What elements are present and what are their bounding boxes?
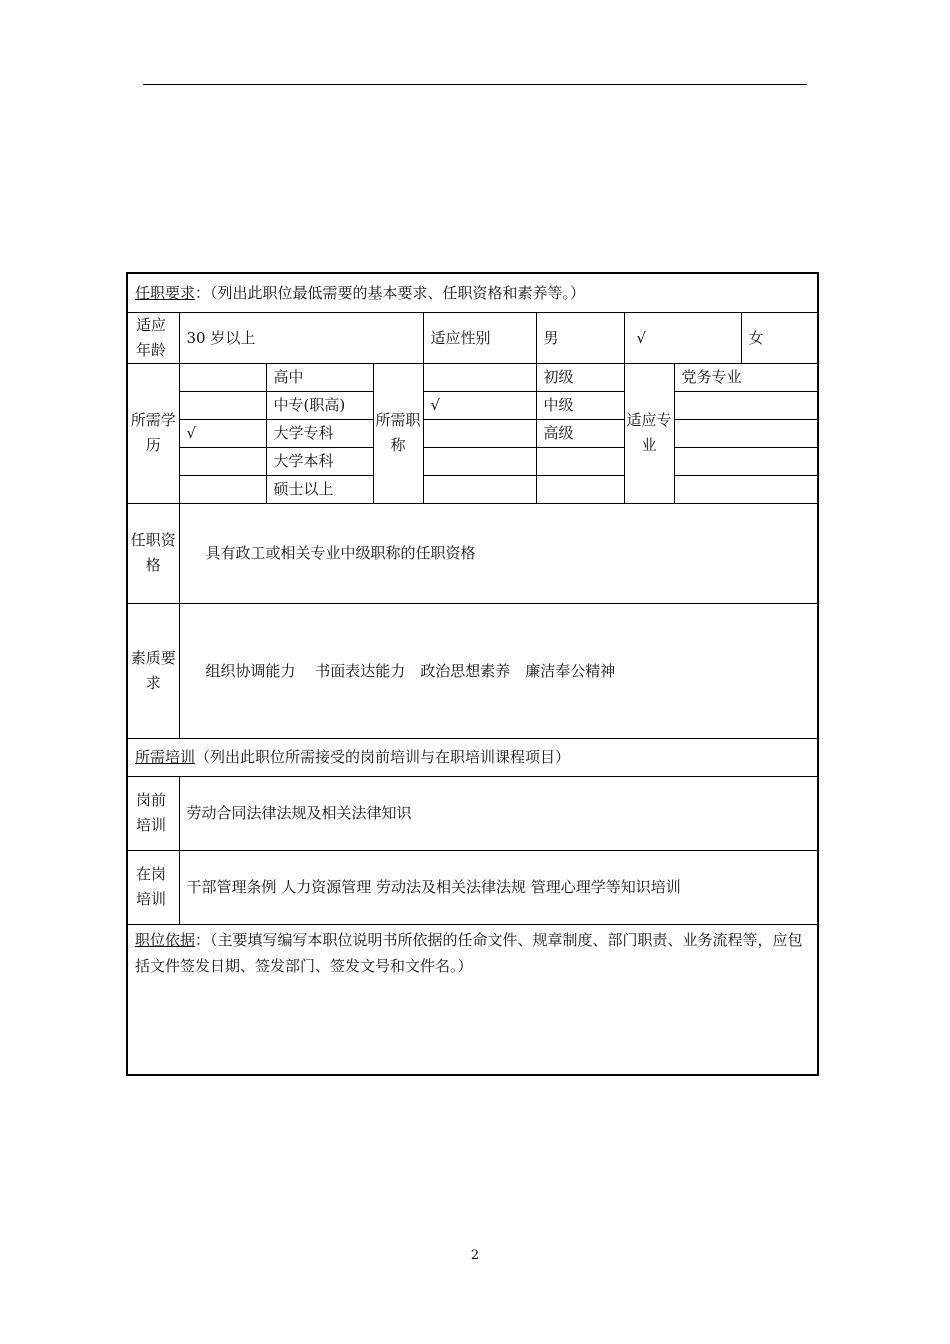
title-check (423, 419, 536, 447)
header-rule (143, 84, 807, 85)
education-label: 所需学历 (127, 363, 179, 503)
education-check (179, 363, 266, 391)
qualification-label: 任职资格 (127, 503, 179, 603)
age-label: 适应年龄 (127, 312, 179, 363)
major-item (674, 391, 818, 419)
quality-label: 素质要求 (127, 603, 179, 738)
major-item (674, 447, 818, 475)
title-level (536, 475, 624, 503)
title-level: 高级 (536, 419, 624, 447)
page-number: 2 (470, 1248, 480, 1263)
pre-training-text: 劳动合同法律法规及相关法律知识 (179, 776, 818, 850)
basis-section (127, 924, 818, 1075)
female-label: 女 (741, 312, 818, 363)
male-label: 男 (536, 312, 624, 363)
male-check: √ (624, 312, 741, 363)
education-level: 中专(职高) (266, 391, 373, 419)
major-item: 党务专业 (674, 363, 818, 391)
education-level: 高中 (266, 363, 373, 391)
education-check (179, 475, 266, 503)
requirements-title: 任职要求 (135, 283, 196, 302)
title-check (423, 363, 536, 391)
title-level: 中级 (536, 391, 624, 419)
quality-text: 组织协调能力 书面表达能力 政治思想素养 廉洁奉公精神 (179, 603, 818, 738)
major-label: 适应专业 (624, 363, 674, 503)
education-level: 大学专科 (266, 419, 373, 447)
education-check (179, 391, 266, 419)
age-value: 30 岁以上 (179, 312, 423, 363)
qualification-text: 具有政工或相关专业中级职称的任职资格 (179, 503, 818, 603)
training-header (127, 738, 818, 776)
education-level: 大学本科 (266, 447, 373, 475)
gender-label: 适应性别 (423, 312, 536, 363)
on-job-training-text: 干部管理条例 人力资源管理 劳动法及相关法律法规 管理心理学等知识培训 (179, 850, 818, 924)
requirements-header (127, 273, 818, 312)
training-note: （列出此职位所需接受的岗前培训与在职培训课程项目） (195, 748, 571, 766)
requirements-note: ：（列出此职位最低需要的基本要求、任职资格和素养等。） (195, 283, 586, 302)
education-check (179, 447, 266, 475)
major-item (674, 419, 818, 447)
major-item (674, 475, 818, 503)
education-level: 硕士以上 (266, 475, 373, 503)
title-check: √ (423, 391, 536, 419)
title-label: 所需职称 (373, 363, 423, 503)
on-job-training-label: 在岗培训 (127, 850, 179, 924)
training-title: 所需培训 (135, 748, 196, 766)
basis-title: 职位依据 (135, 930, 196, 949)
title-level: 初级 (536, 363, 624, 391)
basis-note: ：（主要填写编写本职位说明书所依据的任命文件、规章制度、部门职责、业务流程等，应包括文件签发日期、签发部门、签发文号和文件名。） (135, 930, 803, 975)
title-check (423, 447, 536, 475)
education-check: √ (179, 419, 266, 447)
requirements-form (126, 272, 819, 1076)
title-check (423, 475, 536, 503)
pre-training-label: 岗前培训 (127, 776, 179, 850)
title-level (536, 447, 624, 475)
